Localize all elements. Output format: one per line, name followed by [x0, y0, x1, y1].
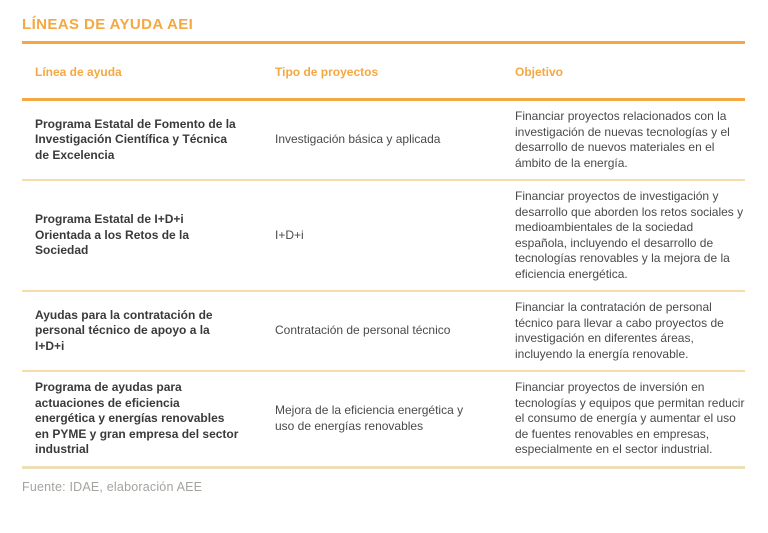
- table-row: [22, 372, 745, 466]
- cell-objetivo: Financiar proyectos relacionados con la investigación de nuevas tecnologías y el desarrollo de nuevos materiales en el ámbito de la energía.: [515, 109, 730, 170]
- table-bottom-divider: [22, 466, 745, 469]
- cell-objetivo: Financiar la contratación de personal técnico para llevar a cabo proyectos de investigación en diferentes áreas, incluyendo la energía renovable.: [515, 300, 724, 361]
- table-row: [22, 181, 745, 292]
- cell-linea-de-ayuda: Ayudas para la contratación de personal técnico de apoyo a la I+D+i: [35, 307, 213, 353]
- cell-linea-de-ayuda: Programa Estatal de I+D+i Orientada a los Retos de la Sociedad: [35, 212, 190, 258]
- cell-tipo-de-proyectos: Contratación de personal técnico: [275, 323, 451, 338]
- table-row: [22, 101, 745, 181]
- table-body: [22, 101, 745, 466]
- cell-linea-de-ayuda: Programa de ayudas para actuaciones de eficiencia energética y energías renovables en PYME y gran empresa del sector industrial: [35, 380, 239, 456]
- cell-tipo-de-proyectos: Mejora de la eficiencia energética y uso de energías renovables: [275, 403, 464, 433]
- column-header-tipo-de-proyectos: Tipo de proyectos: [275, 65, 379, 79]
- source-note: Fuente: IDAE, elaboración AEE: [22, 479, 203, 494]
- page-title: LÍNEAS DE AYUDA AEI: [22, 16, 194, 33]
- cell-tipo-de-proyectos: I+D+i: [275, 227, 304, 242]
- column-header-objetivo: Objetivo: [515, 65, 564, 79]
- table-header-row: [22, 44, 745, 98]
- cell-tipo-de-proyectos: Investigación básica y aplicada: [275, 132, 441, 147]
- cell-objetivo: Financiar proyectos de investigación y desarrollo que aborden los retos sociales y medioambientales de la sociedad española, incluyendo el desarrollo de tecnologías renovables y la mejora de la eficiencia energética.: [515, 189, 744, 281]
- cell-objetivo: Financiar proyectos de inversión en tecnologías y equipos que permitan reducir el consumo de energía y aumentar el uso de fuentes renovables en empresas, especialmente en el sector industrial.: [515, 380, 745, 456]
- cell-linea-de-ayuda: Programa Estatal de Fomento de la Investigación Científica y Técnica de Excelencia: [35, 116, 236, 162]
- table-row: [22, 292, 745, 372]
- column-header-linea-de-ayuda: Línea de ayuda: [35, 65, 122, 79]
